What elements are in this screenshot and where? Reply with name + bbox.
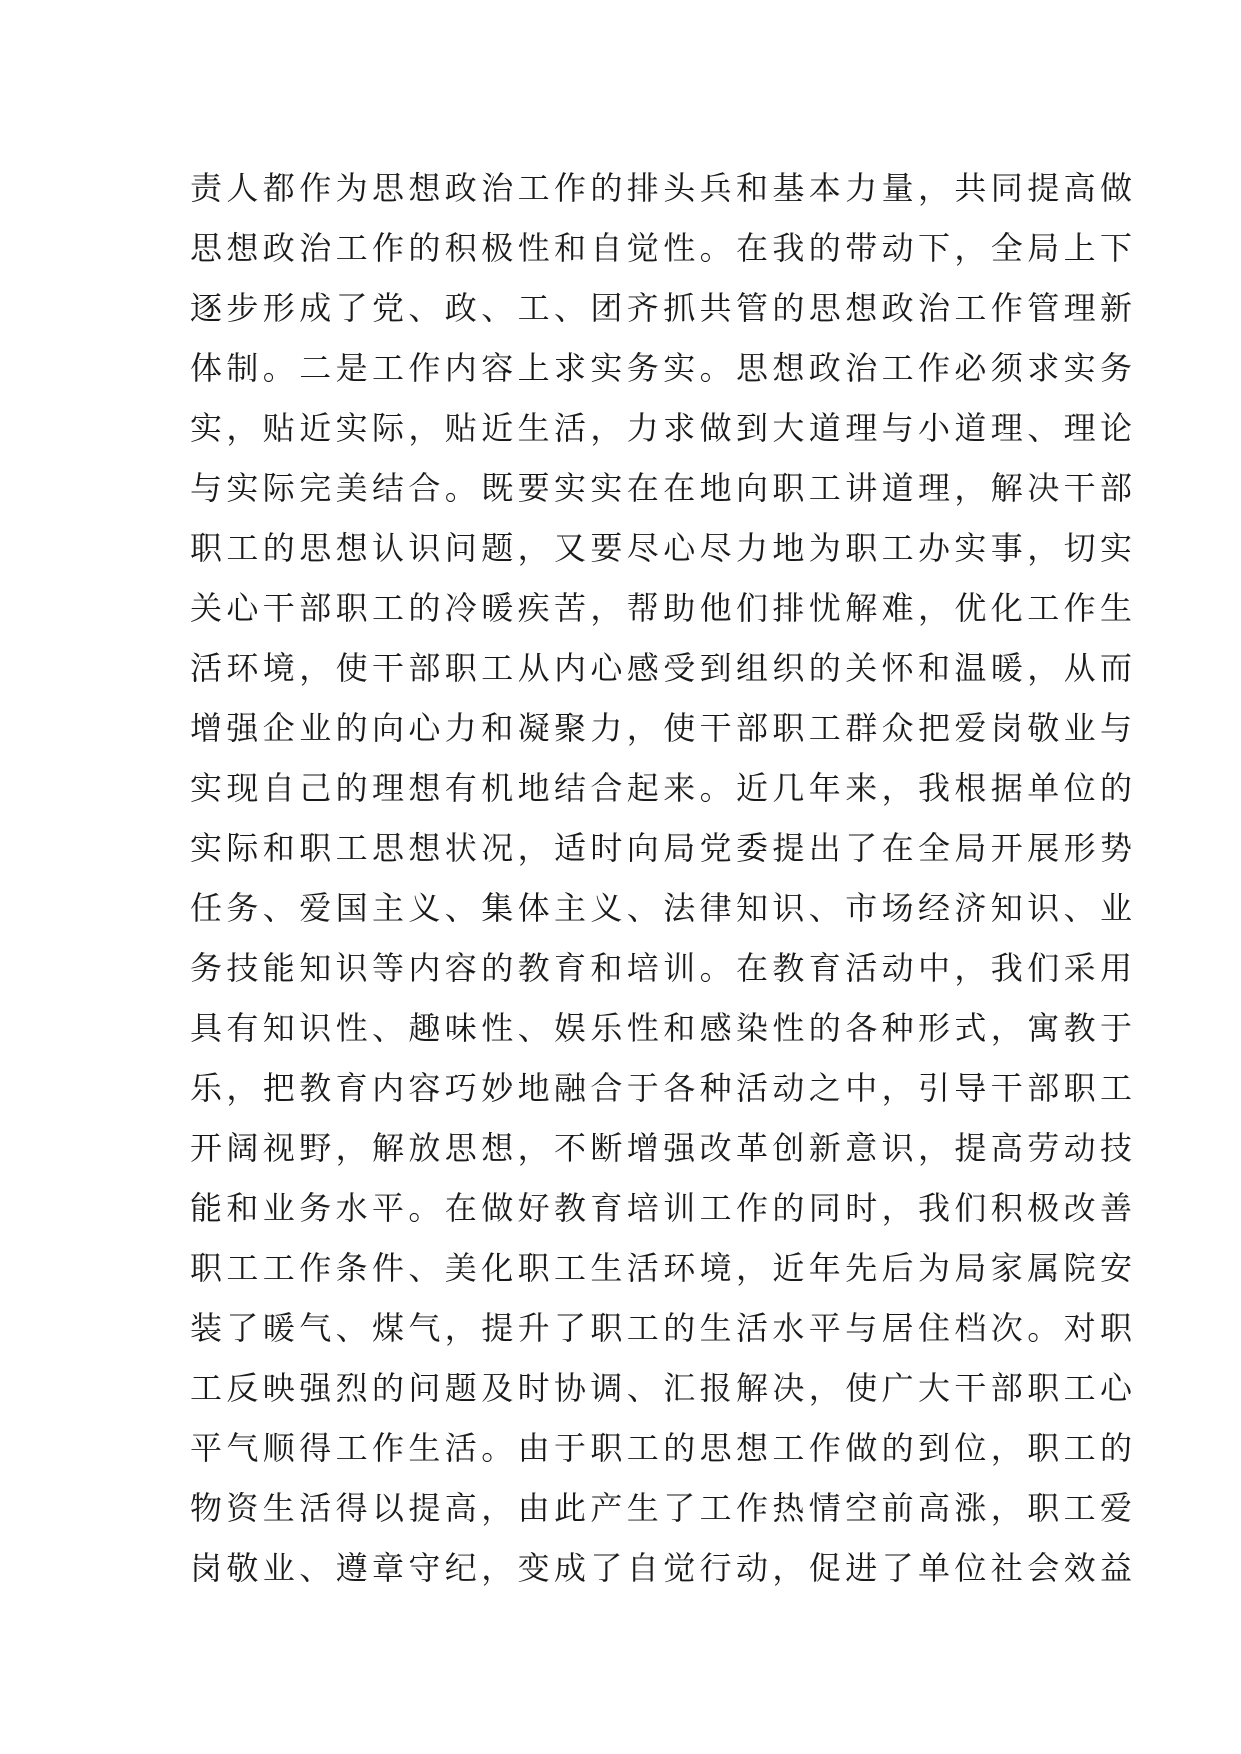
text-line: 实，贴近实际，贴近生活，力求做到大道理与小道理、理论 — [190, 409, 1137, 447]
body-text — [190, 158, 1137, 1598]
text-line: 物资生活得以提高，由此产生了工作热情空前高涨，职工爱 — [190, 1489, 1137, 1527]
text-line: 乐，把教育内容巧妙地融合于各种活动之中，引导干部职工 — [190, 1069, 1137, 1107]
text-line: 能和业务水平。在做好教育培训工作的同时，我们积极改善 — [190, 1189, 1137, 1227]
text-line: 装了暖气、煤气，提升了职工的生活水平与居住档次。对职 — [190, 1309, 1137, 1347]
text-line: 活环境，使干部职工从内心感受到组织的关怀和温暖，从而 — [190, 649, 1137, 687]
text-line: 思想政治工作的积极性和自觉性。在我的带动下，全局上下 — [190, 229, 1137, 267]
text-line: 职工工作条件、美化职工生活环境，近年先后为局家属院安 — [190, 1249, 1137, 1287]
text-line: 体制。二是工作内容上求实务实。思想政治工作必须求实务 — [190, 349, 1137, 387]
text-line: 关心干部职工的冷暖疾苦，帮助他们排忧解难，优化工作生 — [190, 589, 1137, 627]
text-line: 开阔视野，解放思想，不断增强改革创新意识，提高劳动技 — [190, 1129, 1137, 1167]
text-line: 逐步形成了党、政、工、团齐抓共管的思想政治工作管理新 — [190, 289, 1137, 327]
text-line: 实现自己的理想有机地结合起来。近几年来，我根据单位的 — [190, 769, 1137, 807]
text-line: 实际和职工思想状况，适时向局党委提出了在全局开展形势 — [190, 829, 1137, 867]
text-line: 具有知识性、趣味性、娱乐性和感染性的各种形式，寓教于 — [190, 1009, 1137, 1047]
text-line: 任务、爱国主义、集体主义、法律知识、市场经济知识、业 — [190, 889, 1137, 927]
text-line: 务技能知识等内容的教育和培训。在教育活动中，我们采用 — [190, 949, 1137, 987]
text-line: 工反映强烈的问题及时协调、汇报解决，使广大干部职工心 — [190, 1369, 1137, 1407]
text-line: 责人都作为思想政治工作的排头兵和基本力量，共同提高做 — [190, 169, 1137, 207]
text-line: 与实际完美结合。既要实实在在地向职工讲道理，解决干部 — [190, 469, 1137, 507]
text-line: 增强企业的向心力和凝聚力，使干部职工群众把爱岗敬业与 — [190, 709, 1137, 747]
text-line: 平气顺得工作生活。由于职工的思想工作做的到位，职工的 — [190, 1429, 1137, 1467]
text-line: 岗敬业、遵章守纪，变成了自觉行动，促进了单位社会效益 — [190, 1549, 1137, 1587]
text-line: 职工的思想认识问题，又要尽心尽力地为职工办实事，切实 — [190, 529, 1137, 567]
